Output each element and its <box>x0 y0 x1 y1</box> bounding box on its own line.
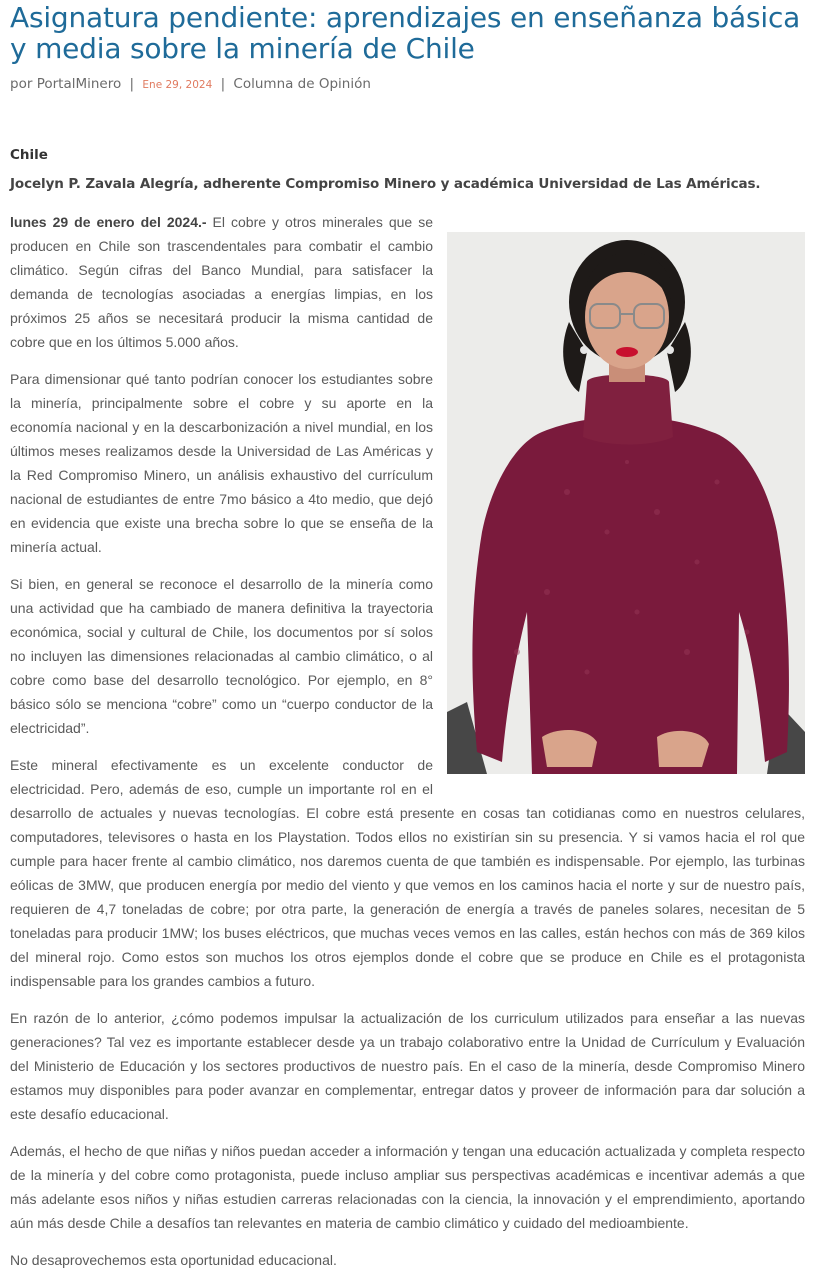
paragraph-closing: No desaprovechemos esta oportunidad educacional. <box>10 1252 337 1268</box>
paragraph: Si bien, en general se reconoce el desarrollo de la minería como una actividad que ha cambiado de manera definitiva la trayectoria económica, social y cultural de Chile, los documentos por sí solos no incluyen las dimensiones relacionadas al cambio climático, o al cobre como base del desarrollo tecnológico. Por ejemplo, en 8° básico sólo se menciona “cobre” como un “cuerpo conductor de la electricidad”. <box>10 576 433 736</box>
author-link[interactable]: PortalMinero <box>36 76 122 92</box>
article-meta <box>10 76 371 92</box>
paragraph-text: El cobre y otros minerales que se producen en Chile son trascendentales para combatir el cambio climático. Según cifras del Banco Mundial, para satisfacer la demanda de tecnologías asociadas a energías limpias, en los próximos 25 años se necesitará producir la misma cantidad de cobre que en los últimos 5.000 años. <box>10 214 433 350</box>
paragraph: Este mineral efectivamente es un excelente conductor de electricidad. Pero, además de eso, cumple un importante rol en el desarrollo de actuales y nuevas tecnologías. El cobre está presente en cosas tan cotidianas como en nuestros celulares, computadores, televisores o hasta en los Playstation. Todos ellos no existirían sin su presencia. Y si vamos hacia el rol que cumple para hacer frente al cambio climático, nos daremos cuenta de que también es indispensable. Por ejemplo, las turbinas eólicas de 3MW, que producen energía por medio del viento y que vemos en los caminos hacia el norte y sur de nuestro país, requieren de 4,7 toneladas de cobre; por otra parte, la generación de energía a través de paneles solares, necesitan de 5 toneladas para producir 1MW; los buses eléctricos, que muchas veces vemos en las calles, están hechos con más de 369 kilos del mineral rojo. Como estos son muchos los otros ejemplos donde el cobre que se produce en Chile es el protagonista indispensable para los grandes cambios a futuro. <box>10 757 805 989</box>
paragraph: En razón de lo anterior, ¿cómo podemos impulsar la actualización de los curriculum utilizados para enseñar a las nuevas generaciones? Tal vez es importante establecer desde ya un trabajo colaborativo entre la Unidad de Currículum y Evaluación del Ministerio de Educación y los sectores productivos de nuestro país. En el caso de la minería, desde Compromiso Minero estamos muy disponibles para poder avanzar en complementar, entregar datos y proveer de información para dar solución a este desafío educacional. <box>10 1010 805 1122</box>
by-prefix: por <box>10 76 33 92</box>
meta-separator: | <box>129 76 135 92</box>
country-label: Chile <box>10 147 48 163</box>
publish-date: Ene 29, 2024 <box>142 79 213 91</box>
paragraph: Además, el hecho de que niñas y niños puedan acceder a información y tengan una educación actualizada y completa respecto de la minería y del cobre como protagonista, puede incluso ampliar sus perspectivas académicas e incentivar además a que más adelante esos niños y niñas estudien carreras relacionadas con la ciencia, la innovación y el emprendimiento, aportando aún más desde Chile a desafíos tan relevantes en materia de cambio climático y cuidado del medioambiente. <box>10 1143 805 1231</box>
meta-separator: | <box>220 76 226 92</box>
article-body <box>10 210 805 1285</box>
author-byline: Jocelyn P. Zavala Alegría, adherente Compromiso Minero y académica Universidad de Las Américas. <box>10 176 761 192</box>
category-link[interactable]: Columna de Opinión <box>233 76 371 92</box>
paragraph: Para dimensionar qué tanto podrían conocer los estudiantes sobre la minería, principalmente sobre el cobre y su aporte en la economía nacional y en la descarbonización a nivel mundial, en los últimos meses realizamos desde la Universidad de Las Américas y la Red Compromiso Minero, un análisis exhaustivo del currículum nacional de estudiantes de entre 7mo básico a 4to medio, que dejó en evidencia que existe una brecha sobre lo que se enseña de la minería actual. <box>10 371 433 555</box>
author-portrait-image <box>447 232 805 774</box>
lead-date: lunes 29 de enero del 2024.- <box>10 214 207 230</box>
article-title: Asignatura pendiente: aprendizajes en enseñanza básica y media sobre la minería de Chile <box>10 1 801 65</box>
